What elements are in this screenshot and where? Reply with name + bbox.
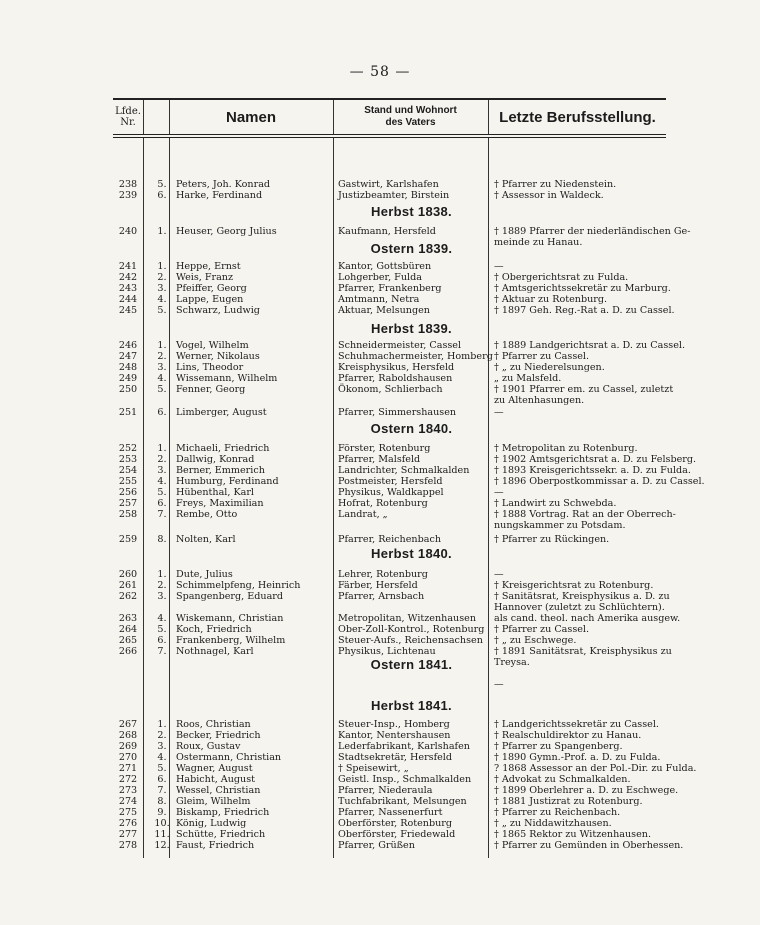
student-name: Hübenthal, Karl (176, 487, 255, 498)
section-heading: Ostern 1840. (370, 421, 453, 436)
row-sub-number: 7. (157, 646, 167, 657)
row-number: 253 (118, 454, 138, 465)
last-position: † Assessor in Waldeck. (494, 190, 604, 201)
father-occupation: Schuhmachermeister, Homberg (338, 351, 493, 362)
father-occupation: Justizbeamter, Birstein (338, 190, 450, 201)
table-row (113, 488, 666, 498)
row-number: 272 (118, 774, 138, 785)
table-row (113, 535, 666, 545)
father-occupation: Stadtsekretär, Hersfeld (338, 752, 453, 763)
section-heading: Herbst 1839. (371, 321, 452, 336)
father-occupation: Lohgerber, Fulda (338, 272, 422, 283)
student-name: Roux, Gustav (176, 741, 241, 752)
student-name: Faust, Friedrich (176, 840, 255, 851)
student-name: Heuser, Georg Julius (176, 226, 277, 237)
last-position: † Realschuldirektor zu Hanau. (494, 730, 642, 741)
father-occupation: Steuer-Aufs., Reichensachsen (338, 635, 483, 646)
row-sub-number: 6. (157, 407, 167, 418)
father-occupation: Lederfabrikant, Karlshafen (338, 741, 470, 752)
row-number: 278 (118, 840, 138, 851)
last-position: † 1901 Pfarrer em. zu Cassel, zuletzt (494, 384, 674, 395)
row-number: 275 (118, 807, 138, 818)
father-occupation: Geistl. Insp., Schmalkalden (338, 774, 472, 785)
table-row (113, 819, 666, 829)
table-row (113, 262, 666, 272)
row-number: 258 (118, 509, 138, 520)
student-name: Becker, Friedrich (176, 730, 261, 741)
header-nr: Nr. (120, 117, 136, 128)
row-number: 274 (118, 796, 138, 807)
row-sub-number: 5. (157, 384, 167, 395)
father-occupation: Kaufmann, Hersfeld (338, 226, 436, 237)
father-occupation: Pfarrer, Raboldshausen (338, 373, 453, 384)
last-position: † 1889 Landgerichtsrat a. D. zu Cassel. (494, 340, 685, 351)
table-row (113, 454, 697, 465)
father-occupation: Pfarrer, Grüßen (338, 840, 415, 851)
row-sub-number: 2. (157, 272, 167, 283)
last-position: nungskammer zu Potsdam. (494, 520, 626, 531)
row-sub-number: 3. (157, 741, 167, 752)
row-number: 254 (118, 465, 138, 476)
father-occupation: Pfarrer, Frankenberg (338, 283, 442, 294)
row-sub-number: 1. (157, 569, 167, 580)
student-name: Schimmelpfeng, Heinrich (176, 580, 301, 591)
table-row (113, 465, 691, 476)
row-number: 252 (118, 443, 138, 454)
row-sub-number: 4. (157, 752, 167, 763)
table-row (113, 476, 705, 487)
student-name: Spangenberg, Eduard (176, 591, 284, 602)
last-position: ? 1868 Assessor an der Pol.-Dir. zu Fulda. (494, 763, 697, 774)
father-occupation: Gastwirt, Karlshafen (338, 179, 439, 190)
last-position: † „ zu Eschwege. (494, 635, 577, 646)
row-sub-number: 6. (157, 774, 167, 785)
student-name: Dute, Julius (176, 569, 233, 580)
father-occupation: Metropolitan, Witzenhausen (338, 613, 477, 624)
father-occupation: Physikus, Lichtenau (338, 646, 436, 657)
last-position: † 1881 Justizrat zu Rotenburg. (494, 796, 643, 807)
student-name: Dallwig, Konrad (176, 454, 255, 465)
row-number: 259 (118, 534, 138, 545)
last-position: † Pfarrer zu Cassel. (494, 624, 590, 635)
header-lfde-nr (113, 100, 143, 134)
table-row (113, 273, 666, 283)
row-number: 240 (118, 226, 138, 237)
table-row (113, 396, 666, 406)
table-row (113, 603, 666, 613)
row-number: 264 (118, 624, 138, 635)
table-row (113, 763, 697, 774)
last-position: † 1897 Geh. Reg.-Rat a. D. zu Cassel. (494, 305, 675, 316)
row-sub-number: 6. (157, 498, 167, 509)
row-sub-number: 1. (157, 261, 167, 272)
row-number: 250 (118, 384, 138, 395)
row-number: 276 (118, 818, 138, 829)
last-position: † Landwirt zu Schwebda. (494, 498, 617, 509)
student-name: Rembe, Otto (176, 509, 238, 520)
last-position: meinde zu Hanau. (494, 237, 583, 248)
last-position: † Pfarrer zu Rückingen. (494, 534, 610, 545)
father-occupation: Pfarrer, Simmershausen (338, 407, 457, 418)
student-name: Wiskemann, Christian (176, 613, 284, 624)
student-name: Ostermann, Christian (176, 752, 282, 763)
table-row (113, 581, 666, 591)
last-position: † Pfarrer zu Gemünden in Oberhessen. (494, 840, 684, 851)
row-sub-number: 2. (157, 730, 167, 741)
student-name: Schütte, Friedrich (176, 829, 266, 840)
father-occupation: Kreisphysikus, Hersfeld (338, 362, 455, 373)
table-row (113, 352, 666, 362)
last-position: † 1891 Sanitätsrat, Kreisphysikus zu (494, 646, 672, 657)
row-sub-number: 6. (157, 190, 167, 201)
table-row (113, 340, 685, 351)
row-sub-number: 10. (154, 818, 170, 829)
row-sub-number: 5. (157, 763, 167, 774)
table-row (113, 753, 666, 763)
page-number: — 58 — (349, 64, 411, 80)
table-header (113, 100, 666, 135)
father-occupation: Förster, Rotenburg (338, 443, 431, 454)
last-position: † Aktuar zu Rotenburg. (494, 294, 608, 305)
table-row (113, 283, 671, 294)
father-occupation: Pfarrer, Niederaula (338, 785, 433, 796)
row-sub-number: 4. (157, 476, 167, 487)
student-name: Habicht, August (176, 774, 256, 785)
table-row (113, 363, 666, 373)
student-name: Werner, Nikolaus (176, 351, 260, 362)
table-row (113, 384, 674, 395)
header-divider (143, 100, 144, 134)
section-heading: Ostern 1839. (370, 241, 453, 256)
row-number: 251 (118, 407, 138, 418)
row-number: 256 (118, 487, 138, 498)
last-position: † Advokat zu Schmalkalden. (494, 774, 631, 785)
table-row (113, 521, 666, 531)
student-name: Gleim, Wilhelm (176, 796, 251, 807)
table-row (113, 636, 666, 646)
table-row (113, 775, 666, 785)
student-name: Nothnagel, Karl (176, 646, 254, 657)
father-occupation: Färber, Hersfeld (338, 580, 418, 591)
student-name: Lins, Theodor (176, 362, 244, 373)
row-number: 243 (118, 283, 138, 294)
row-number: 266 (118, 646, 138, 657)
last-position: † 1889 Pfarrer der niederländischen Ge- (494, 226, 691, 237)
section-heading: Herbst 1838. (371, 204, 452, 219)
table-row (113, 499, 666, 509)
father-occupation: Steuer-Insp., Homberg (338, 719, 450, 730)
father-occupation: Physikus, Waldkappel (338, 487, 444, 498)
row-sub-number: 6. (157, 635, 167, 646)
row-sub-number: 7. (157, 509, 167, 520)
row-number: 268 (118, 730, 138, 741)
row-number: 244 (118, 294, 138, 305)
table-row (113, 295, 666, 305)
row-sub-number: 1. (157, 719, 167, 730)
table-row (113, 680, 666, 690)
father-occupation: Pfarrer, Nassenerfurt (338, 807, 443, 818)
last-position: † „ zu Niddawitzhausen. (494, 818, 612, 829)
table-row (113, 625, 666, 635)
student-name: Wessel, Christian (176, 785, 261, 796)
table-row (113, 797, 666, 807)
father-occupation: Postmeister, Hersfeld (338, 476, 443, 487)
last-position: † Obergerichtsrat zu Fulda. (494, 272, 629, 283)
row-number: 241 (118, 261, 138, 272)
row-number: 248 (118, 362, 138, 373)
last-position: † Pfarrer zu Reichenbach. (494, 807, 621, 818)
father-occupation: Oberförster, Friedewald (338, 829, 456, 840)
student-name: Vogel, Wilhelm (176, 340, 249, 351)
table-row (113, 720, 666, 730)
last-position: † Amtsgerichtssekretär zu Marburg. (494, 283, 671, 294)
last-position: † 1899 Oberlehrer a. D. zu Eschwege. (494, 785, 679, 796)
row-sub-number: 4. (157, 294, 167, 305)
row-number: 267 (118, 719, 138, 730)
last-position: als cand. theol. nach Amerika ausgew. (494, 613, 681, 624)
table-row (113, 226, 691, 237)
row-number: 265 (118, 635, 138, 646)
table-row (113, 591, 670, 602)
row-sub-number: 4. (157, 613, 167, 624)
student-name: Freys, Maximilian (176, 498, 264, 509)
row-sub-number: 1. (157, 226, 167, 237)
student-name: Michaeli, Friedrich (176, 443, 270, 454)
row-number: 270 (118, 752, 138, 763)
father-occupation: Kantor, Nentershausen (338, 730, 451, 741)
student-name: König, Ludwig (176, 818, 247, 829)
table-row (113, 785, 679, 796)
student-name: Frankenberg, Wilhelm (176, 635, 286, 646)
table-row (113, 840, 684, 851)
student-name: Heppe, Ernst (176, 261, 241, 272)
last-position: — (494, 261, 504, 272)
father-occupation: Landrichter, Schmalkalden (338, 465, 470, 476)
row-sub-number: 5. (157, 487, 167, 498)
row-sub-number: 8. (157, 534, 167, 545)
father-occupation: Lehrer, Rotenburg (338, 569, 428, 580)
student-name: Limberger, August (176, 407, 267, 418)
header-beruf: Letzte Berufsstellung. (499, 108, 656, 126)
father-occupation: Kantor, Gottsbüren (338, 261, 432, 272)
row-sub-number: 5. (157, 624, 167, 635)
student-name: Humburg, Ferdinand (176, 476, 279, 487)
row-sub-number: 11. (154, 829, 170, 840)
student-name: Koch, Friedrich (176, 624, 252, 635)
table-row (113, 570, 666, 580)
student-name: Nolten, Karl (176, 534, 236, 545)
table-body (113, 138, 705, 858)
student-name: Biskamp, Friedrich (176, 807, 270, 818)
row-number: 249 (118, 373, 138, 384)
row-number: 245 (118, 305, 138, 316)
last-position: † Sanitätsrat, Kreisphysikus a. D. zu (494, 591, 670, 602)
student-name: Peters, Joh. Konrad (176, 179, 271, 190)
father-occupation: Ökonom, Schlierbach (338, 384, 443, 395)
row-sub-number: 2. (157, 580, 167, 591)
last-position: † 1893 Kreisgerichtssekr. a. D. zu Fulda. (494, 465, 691, 476)
student-name: Schwarz, Ludwig (176, 305, 260, 316)
header-stand (333, 100, 488, 134)
header-lfde: Lfde. (115, 106, 141, 117)
table-row (113, 509, 676, 520)
student-name: Harke, Ferdinand (176, 190, 263, 201)
row-sub-number: 3. (157, 591, 167, 602)
last-position: † Landgerichtssekretär zu Cassel. (494, 719, 659, 730)
table-row (113, 305, 675, 316)
last-position: † „ zu Niederelsungen. (494, 362, 605, 373)
student-name: Fenner, Georg (176, 384, 246, 395)
last-position: † 1865 Rektor zu Witzenhausen. (494, 829, 652, 840)
father-occupation: Tuchfabrikant, Melsungen (338, 796, 467, 807)
father-occupation: † Speisewirt, „ (338, 763, 409, 774)
student-name: Wissemann, Wilhelm (176, 373, 278, 384)
header-namen: Namen (225, 108, 277, 126)
row-sub-number: 3. (157, 465, 167, 476)
father-occupation: Aktuar, Melsungen (338, 305, 430, 316)
student-name: Pfeiffer, Georg (176, 283, 247, 294)
table-row (113, 613, 681, 624)
row-number: 262 (118, 591, 138, 602)
last-position: † 1888 Vortrag. Rat an der Oberrech- (494, 509, 676, 520)
table-row (113, 830, 666, 840)
last-position: † 1890 Gymn.-Prof. a. D. zu Fulda. (494, 752, 661, 763)
student-register-table (113, 98, 705, 858)
row-number: 239 (118, 190, 138, 201)
row-number: 271 (118, 763, 138, 774)
last-position: „ zu Malsfeld. (494, 373, 562, 384)
row-sub-number: 7. (157, 785, 167, 796)
table-row (113, 808, 666, 818)
last-position: † Pfarrer zu Spangenberg. (494, 741, 623, 752)
row-number: 273 (118, 785, 138, 796)
section-heading: Herbst 1840. (371, 546, 452, 561)
last-position: † 1896 Oberpostkommissar a. D. zu Cassel. (494, 476, 705, 487)
table-row (113, 180, 666, 190)
last-position: † Metropolitan zu Rotenburg. (494, 443, 638, 454)
table-row (113, 646, 672, 657)
row-sub-number: 2. (157, 351, 167, 362)
student-name: Wagner, August (176, 763, 253, 774)
row-number: 263 (118, 613, 138, 624)
row-sub-number: 3. (157, 362, 167, 373)
last-position: † Pfarrer zu Niedenstein. (494, 179, 617, 190)
row-sub-number: 4. (157, 373, 167, 384)
father-occupation: Pfarrer, Arnsbach (338, 591, 425, 602)
table-row (113, 742, 666, 752)
row-sub-number: 1. (157, 340, 167, 351)
row-sub-number: 12. (154, 840, 170, 851)
header-stand-line2: des Vaters (385, 117, 436, 128)
table-row (113, 731, 666, 741)
row-sub-number: 2. (157, 454, 167, 465)
row-number: 269 (118, 741, 138, 752)
father-occupation: Oberförster, Rotenburg (338, 818, 453, 829)
header-stand-line1: Stand und Wohnort (364, 105, 457, 116)
father-occupation: Amtmann, Netra (338, 294, 420, 305)
row-number: 260 (118, 569, 138, 580)
student-name: Berner, Emmerich (176, 465, 265, 476)
row-number: 255 (118, 476, 138, 487)
father-occupation: Pfarrer, Reichenbach (338, 534, 441, 545)
table-row (113, 374, 666, 384)
father-occupation: Hofrat, Rotenburg (338, 498, 428, 509)
father-occupation: Landrat, „ (338, 509, 388, 520)
row-number: 246 (118, 340, 138, 351)
section-heading: Ostern 1841. (370, 657, 453, 672)
last-position: † 1902 Amtsgerichtsrat a. D. zu Felsberg. (494, 454, 697, 465)
last-position: zu Altenhasungen. (494, 395, 585, 406)
row-number: 242 (118, 272, 138, 283)
row-number: 261 (118, 580, 138, 591)
father-occupation: Pfarrer, Malsfeld (338, 454, 421, 465)
last-position: — (494, 679, 504, 690)
row-number: 238 (118, 179, 138, 190)
last-position: — (494, 569, 504, 580)
table-row (113, 408, 666, 418)
student-name: Weis, Franz (176, 272, 234, 283)
row-number: 277 (118, 829, 138, 840)
student-name: Lappe, Eugen (176, 294, 244, 305)
father-occupation: Schneidermeister, Cassel (338, 340, 462, 351)
row-sub-number: 1. (157, 443, 167, 454)
row-sub-number: 3. (157, 283, 167, 294)
table-row (113, 191, 666, 201)
row-sub-number: 5. (157, 305, 167, 316)
last-position: † Kreisgerichtsrat zu Rotenburg. (494, 580, 654, 591)
row-sub-number: 9. (157, 807, 167, 818)
last-position: Hannover (zuletzt zu Schlüchtern). (494, 602, 665, 613)
student-name: Roos, Christian (176, 719, 251, 730)
row-sub-number: 8. (157, 796, 167, 807)
last-position: Treysa. (494, 657, 530, 668)
last-position: — (494, 487, 504, 498)
table-row (113, 444, 666, 454)
row-number: 247 (118, 351, 138, 362)
row-number: 257 (118, 498, 138, 509)
father-occupation: Ober-Zoll-Kontrol., Rotenburg (338, 624, 485, 635)
last-position: — (494, 407, 504, 418)
last-position: † Pfarrer zu Cassel. (494, 351, 590, 362)
row-sub-number: 5. (157, 179, 167, 190)
section-heading: Herbst 1841. (371, 698, 452, 713)
